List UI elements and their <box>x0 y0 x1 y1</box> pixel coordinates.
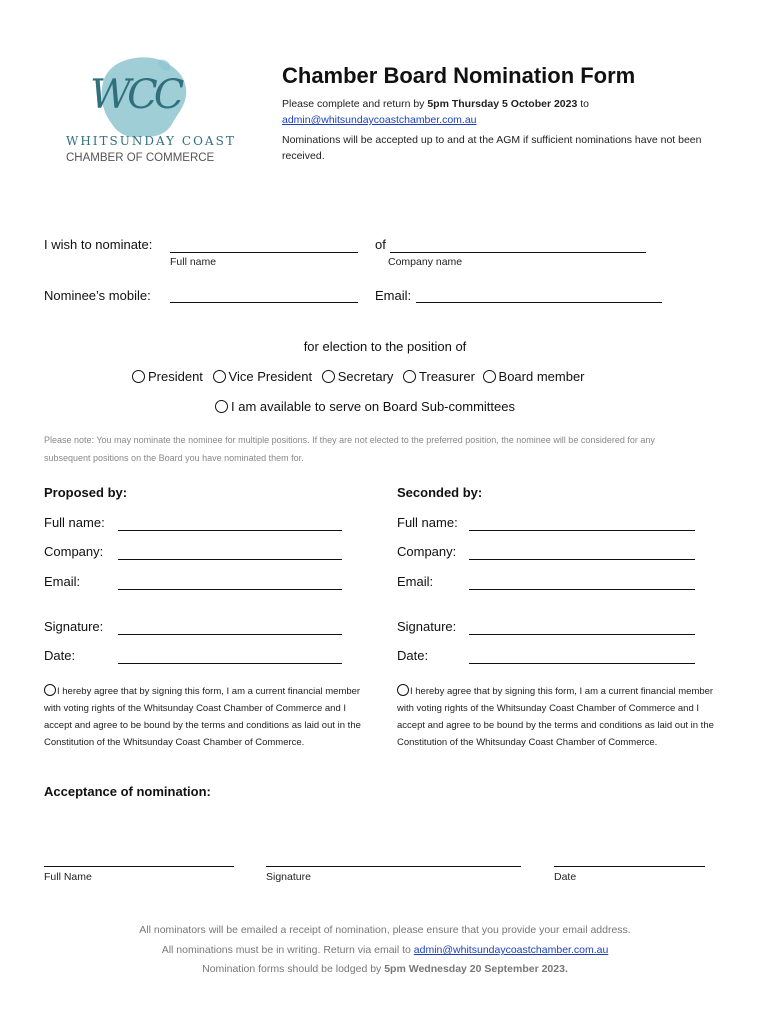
seconded-email-field[interactable] <box>469 589 695 590</box>
proposed-signature-field[interactable] <box>118 634 342 635</box>
agm-note: Nominations will be accepted up to and at the AGM if sufficient nominations have not been received. <box>282 134 702 162</box>
nominate-label: I wish to nominate: <box>44 237 153 252</box>
proposed-company-label: Company: <box>44 544 104 559</box>
nominee-fullname-field[interactable] <box>170 252 358 253</box>
footer-receipt-note: All nominators will be emailed a receipt of nomination, please ensure that you provide your email address. <box>139 924 631 936</box>
acceptance-fullname-caption: Full Name <box>44 871 92 883</box>
footer-email-link[interactable]: admin@whitsundaycoastchamber.com.au <box>413 944 609 956</box>
proposed-date-field[interactable] <box>118 663 342 664</box>
seconded-company-label: Company: <box>397 544 457 559</box>
radio-board-member[interactable]: Board member <box>483 369 585 384</box>
seconded-email-label: Email: <box>397 574 434 589</box>
radio-subcommittee[interactable]: I am available to serve on Board Sub-committees <box>215 399 515 414</box>
logo-name-line2: CHAMBER OF COMMERCE <box>66 152 215 164</box>
election-heading: for election to the position of <box>303 339 467 354</box>
seconded-fullname-label: Full name: <box>397 515 458 530</box>
seconded-signature-field[interactable] <box>469 634 695 635</box>
treasurer-radio-icon[interactable] <box>403 370 416 383</box>
footer-deadline-note: Nomination forms should be lodged by 5pm Wednesday 20 September 2023. <box>202 963 568 975</box>
proposed-company-field[interactable] <box>118 559 342 560</box>
radio-treasurer[interactable]: Treasurer <box>403 369 475 384</box>
proposed-agreement: I hereby agree that by signing this form, I am a current financial member with voting rights of the Whitsunday Coast Chamber of Commerce and I accept and agree to be bound by the terms and conditions as laid out in the Constitution of the Whitsunday Coast Chamber of Commerce. <box>44 686 361 748</box>
fullname-caption: Full name <box>170 256 217 268</box>
seconded-signature-label: Signature: <box>397 619 457 634</box>
footer-deadline: 5pm Wednesday 20 September 2023. <box>384 963 568 975</box>
acceptance-signature-caption: Signature <box>266 871 311 883</box>
return-deadline: 5pm Thursday 5 October 2023 <box>427 98 578 110</box>
radio-president[interactable]: President <box>132 369 203 384</box>
acceptance-date-field[interactable] <box>554 866 705 867</box>
return-email-link[interactable]: admin@whitsundaycoastchamber.com.au <box>282 114 477 126</box>
of-label: of <box>375 237 386 252</box>
seconded-date-label: Date: <box>397 648 429 663</box>
proposed-email-label: Email: <box>44 574 81 589</box>
radio-vice-president[interactable]: Vice President <box>213 369 313 384</box>
return-instructions: Please complete and return by 5pm Thursday 5 October 2023 to admin@whitsundaycoastchamber.com.au <box>282 98 590 126</box>
radio-secretary[interactable]: Secretary <box>322 369 394 384</box>
president-radio-icon[interactable] <box>132 370 145 383</box>
positions-row <box>132 369 585 384</box>
proposed-signature-label: Signature: <box>44 619 104 634</box>
proposed-fullname-label: Full name: <box>44 515 105 530</box>
seconded-agreement-radio-icon[interactable] <box>397 684 409 696</box>
subcommittee-radio-icon[interactable] <box>215 400 228 413</box>
acceptance-heading: Acceptance of nomination: <box>44 784 211 799</box>
board-member-radio-icon[interactable] <box>483 370 496 383</box>
nominee-email-field[interactable] <box>416 302 662 303</box>
page-title: Chamber Board Nomination Form <box>282 63 636 88</box>
proposed-agreement-radio-icon[interactable] <box>44 684 56 696</box>
nominee-company-field[interactable] <box>390 252 646 253</box>
seconded-date-field[interactable] <box>469 663 695 664</box>
nominee-mobile-field[interactable] <box>170 302 358 303</box>
mobile-label: Nominee’s mobile: <box>44 288 151 303</box>
footer-return-note: All nominations must be in writing. Return via email to admin@whitsundaycoastchamber.com.au <box>161 944 609 956</box>
seconded-heading: Seconded by: <box>397 485 483 500</box>
acceptance-signature-field[interactable] <box>266 866 521 867</box>
logo-monogram: WCC <box>90 72 181 118</box>
vice-president-radio-icon[interactable] <box>213 370 226 383</box>
proposed-date-label: Date: <box>44 648 76 663</box>
chamber-logo <box>60 50 236 170</box>
proposed-heading: Proposed by: <box>44 485 128 500</box>
seconded-fullname-field[interactable] <box>469 530 695 531</box>
seconded-agreement: I hereby agree that by signing this form, I am a current financial member with voting rights of the Whitsunday Coast Chamber of Commerce and I accept and agree to be bound by the terms and conditions as laid out in the Constitution of the Whitsunday Coast Chamber of Commerce. <box>397 686 714 748</box>
secretary-radio-icon[interactable] <box>322 370 335 383</box>
nominee-email-label: Email: <box>375 288 412 303</box>
multiple-positions-note: Please note: You may nominate the nominee for multiple positions. If they are not elected to the preferred position, the nominee will be considered for any subsequent positions on the Board you have nominated them for. <box>44 435 655 463</box>
proposed-fullname-field[interactable] <box>118 530 342 531</box>
company-caption: Company name <box>388 256 463 268</box>
logo-name-line1: WHITSUNDAY COAST <box>66 134 236 148</box>
acceptance-fullname-field[interactable] <box>44 866 234 867</box>
seconded-company-field[interactable] <box>469 559 695 560</box>
proposed-email-field[interactable] <box>118 589 342 590</box>
acceptance-date-caption: Date <box>554 871 577 883</box>
